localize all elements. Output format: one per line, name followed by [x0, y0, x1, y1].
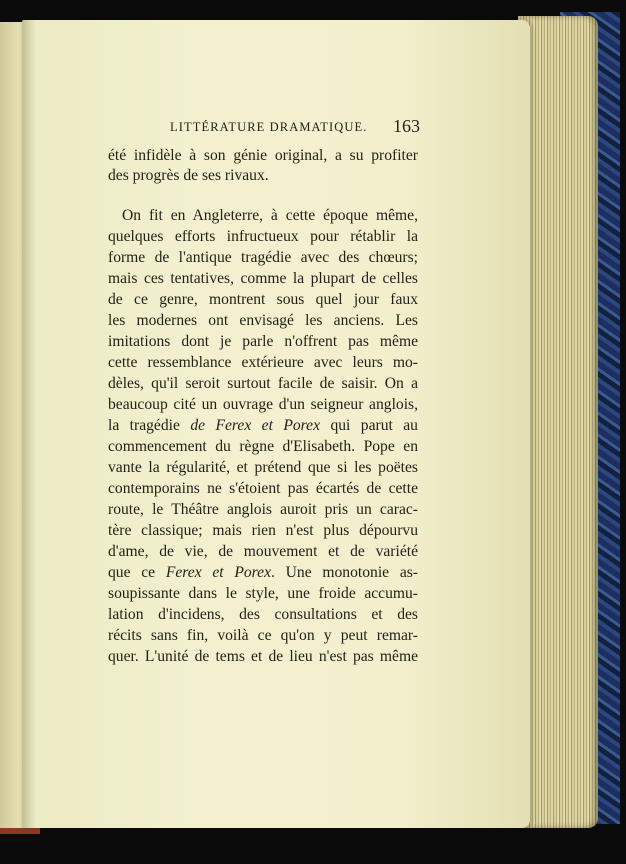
text-line: d'ame, de vie, de mouvement et de variété	[108, 543, 418, 560]
text-line: route, le Théâtre anglois auroit pris un carac-	[108, 501, 418, 518]
page-block-edges	[518, 16, 598, 828]
text-line: On fit en Angleterre, à cette époque même,	[122, 207, 418, 224]
text-line: contemporains ne s'étoient pas écartés de cette	[108, 480, 418, 497]
text-line: mais ces tentatives, comme la plupart de celles	[108, 270, 418, 287]
text-line: cette ressemblance extérieure avec leurs mo-	[108, 354, 418, 371]
page-number: 163	[393, 116, 420, 136]
italic-title: de Ferex et Porex	[190, 417, 321, 434]
text-segment: . Une monotonie as-	[271, 564, 418, 581]
text-line	[108, 416, 418, 436]
text-segment: que ce	[108, 564, 166, 581]
text-line: dèles, qu'il seroit surtout facile de saisir. On a	[108, 375, 418, 392]
text-segment: qui parut au	[320, 417, 418, 434]
text-line: quer. L'unité de tems et de lieu n'est pas même	[108, 648, 418, 665]
text-line: tère classique; mais rien n'est plus dépourvu	[108, 522, 418, 539]
text-line: commencement du règne d'Elisabeth. Pope en	[108, 438, 418, 455]
text-line	[108, 563, 418, 583]
text-line: récits sans fin, voilà ce qu'on y peut remar-	[108, 627, 418, 644]
text-line: les modernes ont envisagé les anciens. Les	[108, 312, 418, 329]
text-line: forme de l'antique tragédie avec des chœurs;	[108, 249, 418, 266]
running-title: LITTÉRATURE DRAMATIQUE.	[170, 120, 368, 134]
italic-title: Ferex et Porex	[165, 564, 272, 581]
text-line: des progrès de ses rivaux.	[108, 167, 269, 184]
text-line: quelques efforts infructueux pour rétablir la	[108, 228, 418, 245]
text-segment: la tragédie	[108, 417, 191, 434]
binding-edge	[0, 828, 40, 834]
text-line: été infidèle à son génie original, a su profiter	[108, 147, 418, 164]
page-header	[170, 118, 420, 138]
text-line: beaucoup cité un ouvrage d'un seigneur anglois,	[108, 396, 418, 413]
text-line: de ce genre, montrent sous quel jour faux	[108, 291, 418, 308]
text-line: vante la régularité, et prétend que si les poëtes	[108, 459, 418, 476]
page-gutter-shadow	[22, 20, 36, 828]
text-line: imitations dont je parle n'offrent pas même	[108, 333, 418, 350]
text-line: lation d'incidens, des consultations et des	[108, 606, 418, 623]
text-line: soupissante dans le style, une froide accumu-	[108, 585, 418, 602]
